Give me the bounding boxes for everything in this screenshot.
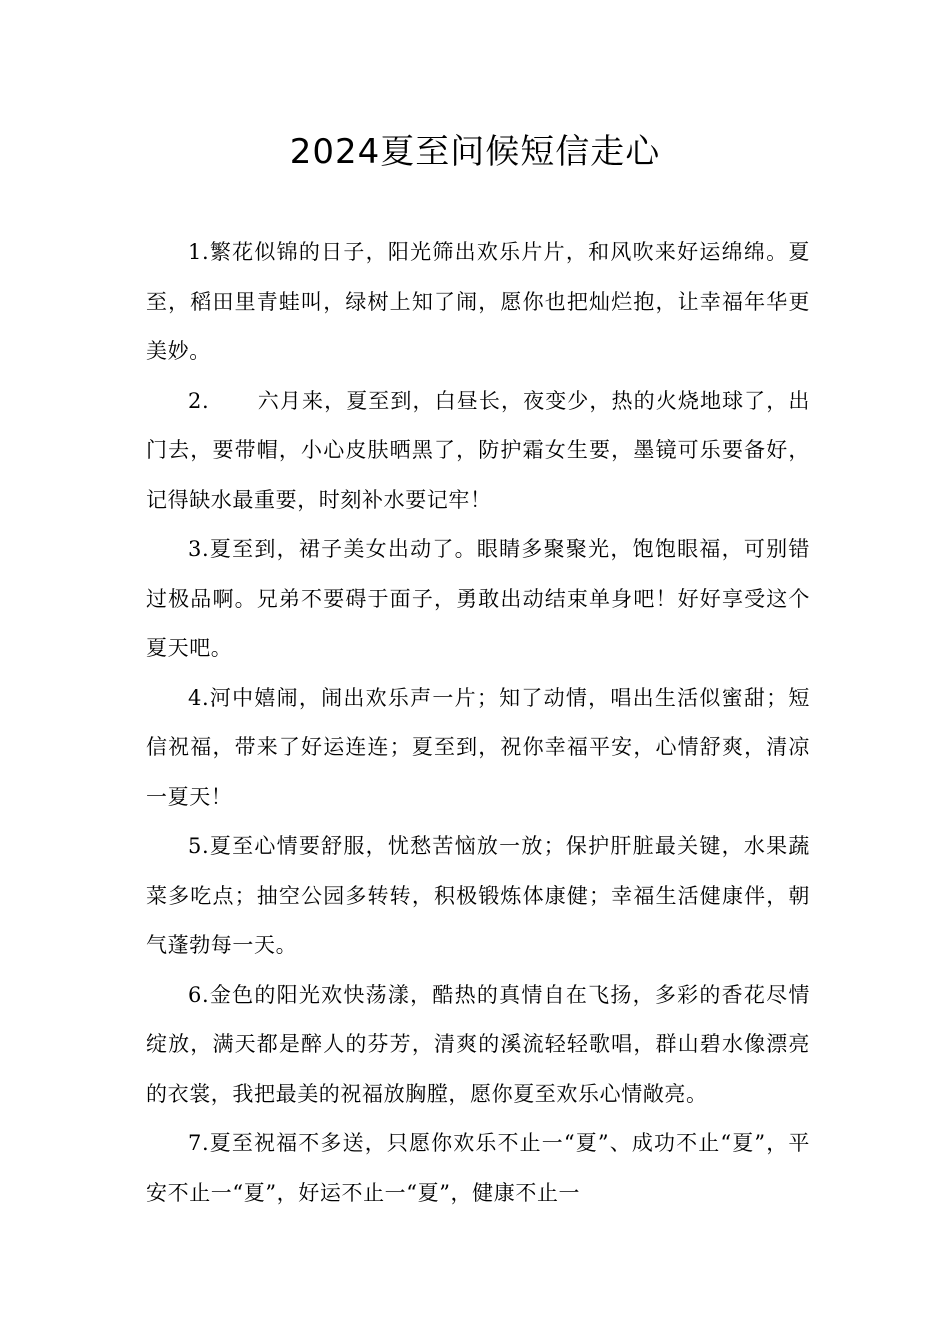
paragraph-4 bbox=[146, 674, 810, 823]
paragraph-text: 六月来，夏至到，白昼长，夜变少，热的火烧地球了，出门去，要带帽，小心皮肤晒黑了，防护霜女生要，墨镜可乐要备好，记得缺水最重要，时刻补水要记牢！ bbox=[146, 388, 810, 512]
paragraph-number: 7. bbox=[188, 1131, 210, 1155]
paragraph-text: 河中嬉闹，闹出欢乐声一片；知了动情，唱出生活似蜜甜；短信祝福，带来了好运连连；夏至到，祝你幸福平安，心情舒爽，清凉一夏天！ bbox=[146, 685, 810, 809]
paragraph-text: 夏至到，裙子美女出动了。眼睛多聚聚光，饱饱眼福，可别错过极品啊。兄弟不要碍于面子，勇敢出动结束单身吧！好好享受这个夏天吧。 bbox=[146, 537, 810, 660]
paragraph-5 bbox=[146, 822, 810, 971]
paragraph-number: 6. bbox=[188, 982, 210, 1007]
paragraph-number: 2. bbox=[188, 388, 210, 413]
paragraph-text: 夏至祝福不多送，只愿你欢乐不止一“夏”、成功不止“夏”，平安不止一“夏”，好运不止一“夏”，健康不止一 bbox=[146, 1131, 810, 1205]
paragraph-text: 繁花似锦的日子，阳光筛出欢乐片片，和风吹来好运绵绵。夏至，稻田里青蛙叫，绿树上知了闹，愿你也把灿烂抱，让幸福年华更美妙。 bbox=[146, 240, 810, 363]
paragraph-text: 金色的阳光欢快荡漾，酷热的真情自在飞扬，多彩的香花尽情绽放，满天都是醉人的芬芳，清爽的溪流轻轻歌唱，群山碧水像漂亮的衣裳，我把最美的祝福放胸膛，愿你夏至欢乐心情敞亮。 bbox=[146, 982, 810, 1106]
paragraph-3 bbox=[146, 525, 810, 674]
paragraph-1 bbox=[146, 228, 810, 377]
paragraph-number: 1. bbox=[188, 240, 210, 264]
paragraph-number: 5. bbox=[188, 834, 210, 858]
document-title: 2024夏至问候短信走心 bbox=[289, 132, 661, 172]
paragraph-7 bbox=[146, 1119, 810, 1218]
paragraph-2 bbox=[146, 377, 810, 526]
paragraph-number: 4. bbox=[188, 685, 210, 710]
paragraph-text: 夏至心情要舒服，忧愁苦恼放一放；保护肝脏最关键，水果蔬菜多吃点；抽空公园多转转，积极锻炼体康健；幸福生活健康伴，朝气蓬勃每一天。 bbox=[146, 834, 810, 957]
document-body bbox=[146, 228, 810, 1218]
paragraph-6 bbox=[146, 971, 810, 1120]
paragraph-number: 3. bbox=[188, 537, 210, 561]
